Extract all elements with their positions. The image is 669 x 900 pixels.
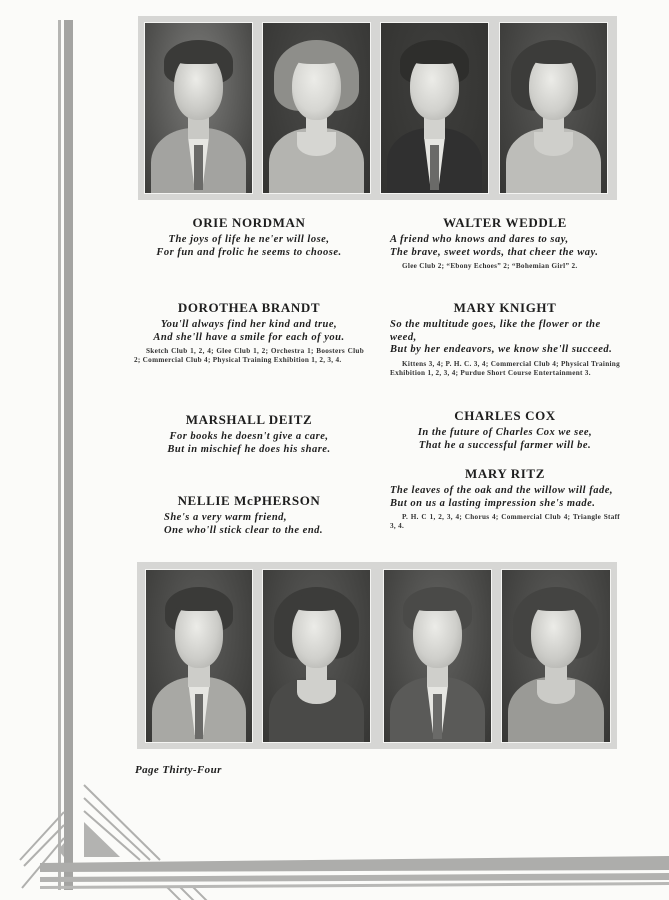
ornament-band xyxy=(40,856,669,872)
senior-verse-line: The brave, sweet words, that cheer the way. xyxy=(390,246,599,258)
top-portrait-strip xyxy=(138,16,617,200)
portrait-photo xyxy=(380,22,489,194)
page-number-label: Page Thirty-Four xyxy=(135,764,222,776)
senior-entry xyxy=(136,493,362,537)
portrait-hair-top xyxy=(173,591,226,612)
senior-name: ORIE NORDMAN xyxy=(192,215,306,230)
senior-verse-line: So the multitude goes, like the flower or the weed, xyxy=(390,319,601,343)
ornament-diagonal-line xyxy=(193,887,211,900)
senior-verse-line: But in mischief he does his share. xyxy=(167,443,331,455)
ornament-band xyxy=(40,873,669,882)
senior-verse-line: The leaves of the oak and the willow will fade, xyxy=(390,485,613,496)
senior-activities: Kittens 3, 4; P. H. C. 3, 4; Commercial Club 4; Physical Training Exhibition 1, 2, 3, 4; Purdue Short Course Entertainment 3. xyxy=(390,359,620,377)
senior-entry xyxy=(390,466,620,531)
portrait-hair-top xyxy=(172,43,226,63)
portrait-bangs xyxy=(529,594,583,611)
senior-entry xyxy=(134,300,364,365)
ornament-diagonal-line xyxy=(20,812,64,860)
senior-verse-line: For fun and frolic he seems to choose. xyxy=(156,246,342,258)
senior-verse-line: And she'll have a smile for each of you. xyxy=(153,331,345,343)
senior-verse-line: She's a very warm friend, xyxy=(164,512,288,523)
portrait-bangs xyxy=(527,47,581,64)
senior-name: WALTER WEDDLE xyxy=(443,215,567,230)
senior-name: MARY RITZ xyxy=(465,466,545,481)
senior-name: CHARLES COX xyxy=(454,408,556,423)
portrait-photo xyxy=(499,22,608,194)
bottom-portrait-strip xyxy=(137,562,617,749)
senior-name: DOROTHEA BRANDT xyxy=(177,300,321,315)
senior-name: MARY KNIGHT xyxy=(453,300,557,315)
senior-entry xyxy=(390,300,620,378)
senior-activities: P. H. C 1, 2, 3, 4; Chorus 4; Commercial Club 4; Triangle Staff 3, 4. xyxy=(390,513,620,530)
portrait-tie xyxy=(433,694,442,739)
senior-verse-line: In the future of Charles Cox we see, xyxy=(417,427,593,438)
senior-entry xyxy=(390,408,620,452)
portrait-photo xyxy=(501,569,611,743)
senior-verse-line: The joys of life he ne'er will lose, xyxy=(168,234,330,245)
art-deco-corner-ornament xyxy=(0,760,669,900)
senior-verse-line: For books he doesn't give a care, xyxy=(169,431,329,442)
senior-name: MARSHALL DEITZ xyxy=(185,412,313,427)
portrait-hair-top xyxy=(411,591,465,612)
senior-name: NELLIE McPHERSON xyxy=(177,493,321,508)
senior-verse-line: But on us a lasting impression she's made. xyxy=(390,497,596,509)
portrait-tie xyxy=(195,694,203,739)
senior-verse-line: That he a successful farmer will be. xyxy=(418,439,592,451)
senior-activities: Sketch Club 1, 2, 4; Glee Club 1, 2; Orchestra 1; Boosters Club 2; Commercial Club 4; Physical Training Exhibition 1, 2, 3, 4. xyxy=(134,347,364,364)
portrait-bangs xyxy=(290,594,344,611)
senior-verse-line: One who'll stick clear to the end. xyxy=(164,524,324,536)
senior-entry xyxy=(390,215,620,271)
portrait-photo xyxy=(145,569,253,743)
senior-verse-line: A friend who knows and dares to say, xyxy=(390,234,569,245)
senior-entry xyxy=(136,412,362,456)
portrait-photo xyxy=(144,22,253,194)
portrait-photo xyxy=(262,22,371,194)
portrait-hair-top xyxy=(408,43,462,63)
ornament-band xyxy=(40,882,669,889)
portrait-photo xyxy=(383,569,492,743)
portrait-photo xyxy=(262,569,371,743)
senior-verse-line: But by her endeavors, we know she'll succeed. xyxy=(390,344,613,355)
portrait-bangs xyxy=(290,47,344,64)
senior-entry xyxy=(136,215,362,259)
senior-verse-line: You'll always find her kind and true, xyxy=(160,319,338,330)
portrait-tie xyxy=(194,145,203,189)
senior-activities: Glee Club 2; “Ebony Echoes” 2; “Bohemian Girl” 2. xyxy=(402,262,578,270)
portrait-tie xyxy=(430,145,439,189)
